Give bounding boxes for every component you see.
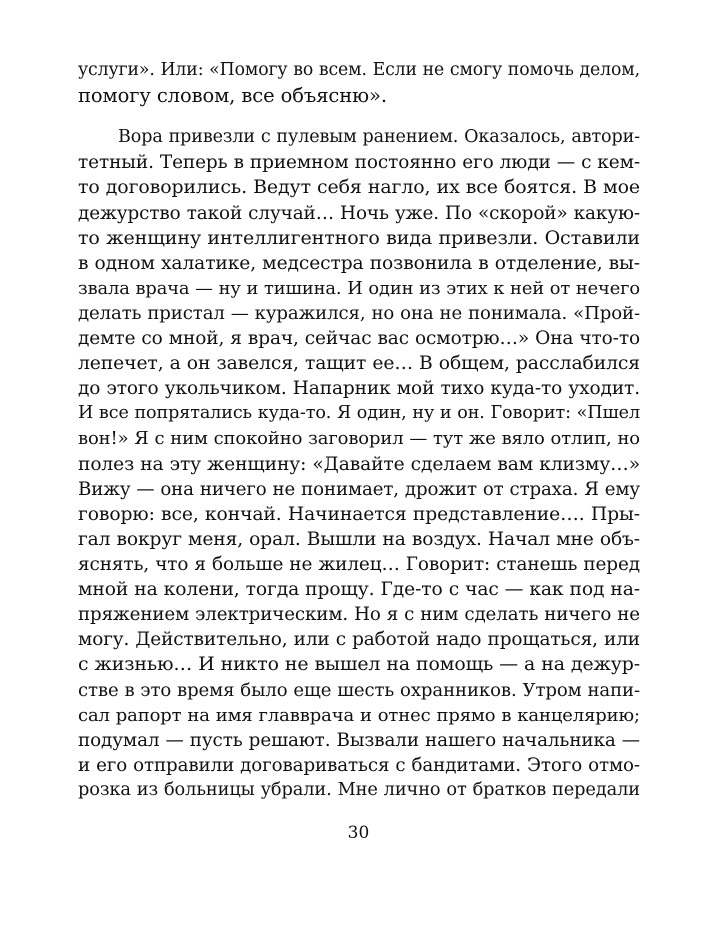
text-line: стве в это время было еще шесть охранников. Утром напи- <box>78 680 640 701</box>
text-line: с жизнью… И никто не вышел на помощь — а на дежур- <box>78 653 640 675</box>
text-line: то женщину интеллигентного вида привезли. Оставили <box>78 227 640 249</box>
text-line: розка из больницы убрали. Мне лично от братков передали <box>78 780 640 800</box>
text-line: тетный. Теперь в приемном постоянно его люди — с кем- <box>78 152 640 173</box>
text-line: Вора привезли с пулевым ранением. Оказалось, автори- <box>118 127 640 147</box>
text-line: звала врача — ну и тишина. И один из этих к ней от нечего <box>78 278 640 299</box>
text-line: говорю: все, кончай. Начинается представление…. Пры- <box>78 504 640 525</box>
text-line: Вижу — она ничего не понимает, дрожит от страха. Я ему <box>78 479 640 500</box>
text-line: делать пристал — куражился, но она не понимала. «Прой- <box>78 303 640 324</box>
text-line: И все попрятались куда-то. Я один, ну и он. Говорит: «Пшел <box>78 403 640 423</box>
text-line: подумал — пусть решают. Вызвали нашего начальника — <box>78 730 640 751</box>
text-line: вон!» Я с ним спокойно заговорил — тут же вяло отлип, но <box>78 428 640 449</box>
text-line: лепечет, а он завелся, тащит ее… В общем, расслабился <box>78 353 640 374</box>
text-line: яснять, что я больше не жилец… Говорит: станешь перед <box>78 554 640 575</box>
text-line: сал рапорт на имя главврача и отнес прямо в канцелярию; <box>78 705 640 726</box>
text-line: до этого укольчиком. Напарник мой тихо куда-то уходит. <box>78 378 640 399</box>
text-line: помогу словом, все объясню». <box>78 84 387 107</box>
text-line: полез на эту женщину: «Давайте сделаем вам клизму…» <box>78 454 640 475</box>
page-number: 30 <box>347 823 370 843</box>
text-line: гал вокруг меня, орал. Вышли на воздух. Начал мне объ- <box>78 529 640 550</box>
text-line: в одном халатике, медсестра позвонила в отделение, вы- <box>78 253 640 274</box>
text-line: мной на колени, тогда прощу. Где-то с час — как под на- <box>78 579 640 600</box>
text-line: дежурство такой случай… Ночь уже. По «скорой» какую- <box>78 203 640 224</box>
text-line: и его отправили договариваться с бандитами. Этого отмо- <box>78 755 640 776</box>
text-line: услуги». Или: «Помогу во всем. Если не смогу помочь делом, <box>78 60 640 80</box>
text-line: то договорились. Ведут себя нагло, их все боятся. В мое <box>78 176 640 198</box>
text-line: могу. Действительно, или с работой надо прощаться, или <box>78 629 640 650</box>
text-line: пряжением электрическим. Но я с ним сделать ничего не <box>78 604 640 625</box>
text-line: демте со мной, я врач, сейчас вас осмотрю…» Она что-то <box>78 328 640 349</box>
